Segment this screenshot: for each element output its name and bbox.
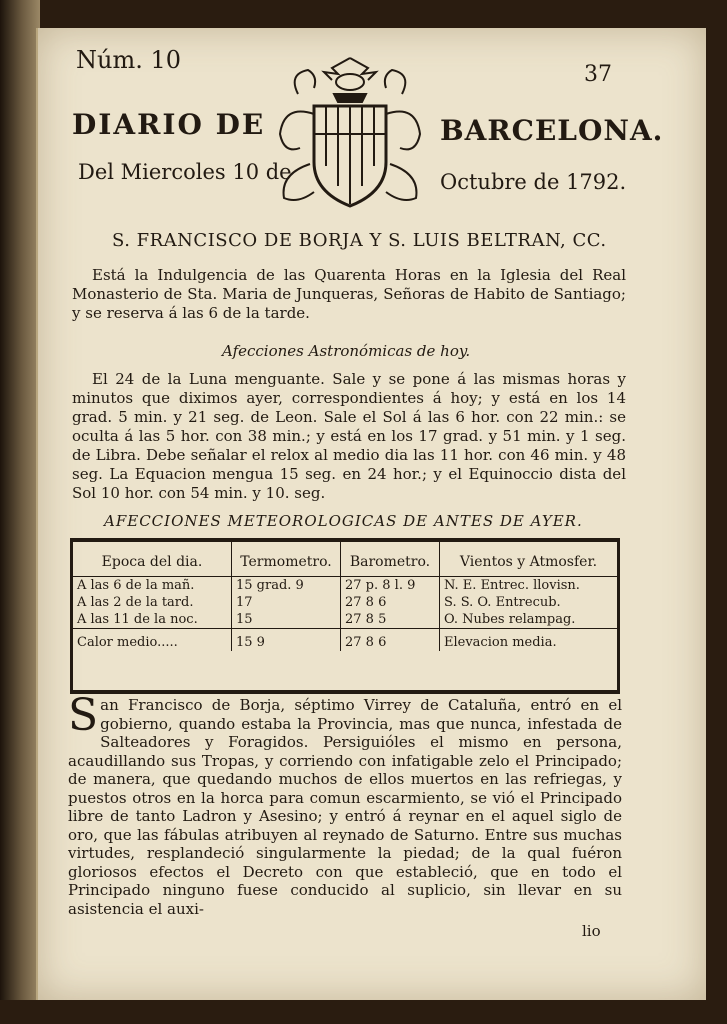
table-row	[73, 577, 617, 595]
table-header-row	[73, 542, 617, 577]
table-cell: S. S. O. Entrecub.	[444, 595, 561, 610]
table-cell: 27 p. 8 l. 9	[341, 577, 440, 595]
table-cell: A las 6 de la mañ.	[73, 577, 232, 595]
date-left: Del Miercoles 10 de	[78, 160, 292, 184]
column-header: Barometro.	[341, 542, 440, 577]
table-cell: 27 8 6	[341, 594, 440, 611]
coat-of-arms-icon	[274, 54, 426, 216]
saints-of-the-day: S. FRANCISCO DE BORJA Y S. LUIS BELTRAN, CC.	[112, 230, 607, 251]
date-right: Octubre de 1792.	[440, 170, 627, 194]
table-cell: 27 8 5	[341, 611, 440, 629]
page-number: 37	[584, 62, 612, 87]
astronomy-text: El 24 de la Luna menguante. Sale y se pone á las mismas horas y minutos que diximos ayer, correspondientes á hoy; y está en los 14 grad. 5 min. y 21 seg. de Leon. Sale el Sol á las 6 hor. con 22 min.: se oculta á las 5 hor. con 38 min.; y está en los 17 grad. y 51 min. y 1 seg. de Libra. Debe señalar el relox al medio dia las 11 hor. con 46 min. y 48 seg. La Equacion mengua 15 seg. en 24 hor.; y el Equinoccio dista del Sol 10 hor. con 54 min. y 10. seg.	[72, 370, 626, 502]
table-cell: N. E. Entrec. llovisn.	[444, 578, 580, 593]
astronomy-heading: Afecciones Astronómicas de hoy.	[222, 342, 471, 360]
column-header: Termometro.	[232, 542, 341, 577]
indulgence-notice: Está la Indulgencia de las Quarenta Horas en la Iglesia del Real Monasterio de Sta. Maria de Junqueras, Señoras de Habito de Santiago; y se reserva á las 6 de la tarde.	[72, 266, 626, 322]
weather-table-grid	[73, 542, 617, 651]
dropcap: S	[68, 690, 99, 741]
table-cell: Calor medio.....	[73, 629, 232, 652]
masthead-left: DIARIO DE	[72, 108, 266, 141]
table-cell: 15 grad. 9	[232, 577, 341, 595]
meteorology-heading: AFECCIONES METEOROLOGICAS DE ANTES DE AYER.	[104, 512, 583, 530]
column-header: Vientos y Atmosfer.	[440, 542, 618, 577]
column-header: Epoca del dia.	[73, 542, 232, 577]
bottom-edge	[0, 1000, 727, 1024]
table-row	[73, 594, 617, 611]
table-cell: 15	[232, 611, 341, 629]
table-cell: Elevacion media.	[440, 629, 618, 652]
catchword: lio	[582, 922, 601, 940]
table-cell: 27 8 6	[341, 629, 440, 652]
table-cell: A las 11 de la noc.	[73, 611, 232, 629]
table-cell: 17	[232, 594, 341, 611]
table-cell: 15 9	[232, 629, 341, 652]
weather-table	[70, 538, 620, 694]
article-text: an Francisco de Borja, séptimo Virrey de Cataluña, entró en el gobierno, quando estaba la Provincia, mas que nunca, infestada de Salteadores y Foragidos. Persiguióles el mismo en persona, acaudillando sus Tropas, y corriendo con infatigable zelo el Principado; de manera, que quedando muchos de ellos muertos en las refriegas, y puestos otros en la horca para comun escarmiento, se vió el Principado libre de tanto Ladron y Asesino; y entró á reynar en el aquel siglo de oro, que las fábulas atribuyen al reynado de Saturno. Entre sus muchas virtudes, resplandeció singularmente la piedad; de la qual fuéron gloriosos efectos el Decreto con que estableció, que en todo el Principado ninguno fuese conducido al suplicio, sin llevar en su asistencia el auxi-	[68, 696, 622, 918]
masthead-right: BARCELONA.	[440, 114, 664, 147]
table-summary-row	[73, 629, 617, 652]
book-gutter	[0, 0, 40, 1024]
table-cell: O. Nubes relampag.	[444, 612, 576, 627]
issue-number: Núm. 10	[76, 46, 182, 74]
table-cell: A las 2 de la tard.	[73, 594, 232, 611]
article-body	[68, 690, 622, 918]
table-row	[73, 611, 617, 629]
